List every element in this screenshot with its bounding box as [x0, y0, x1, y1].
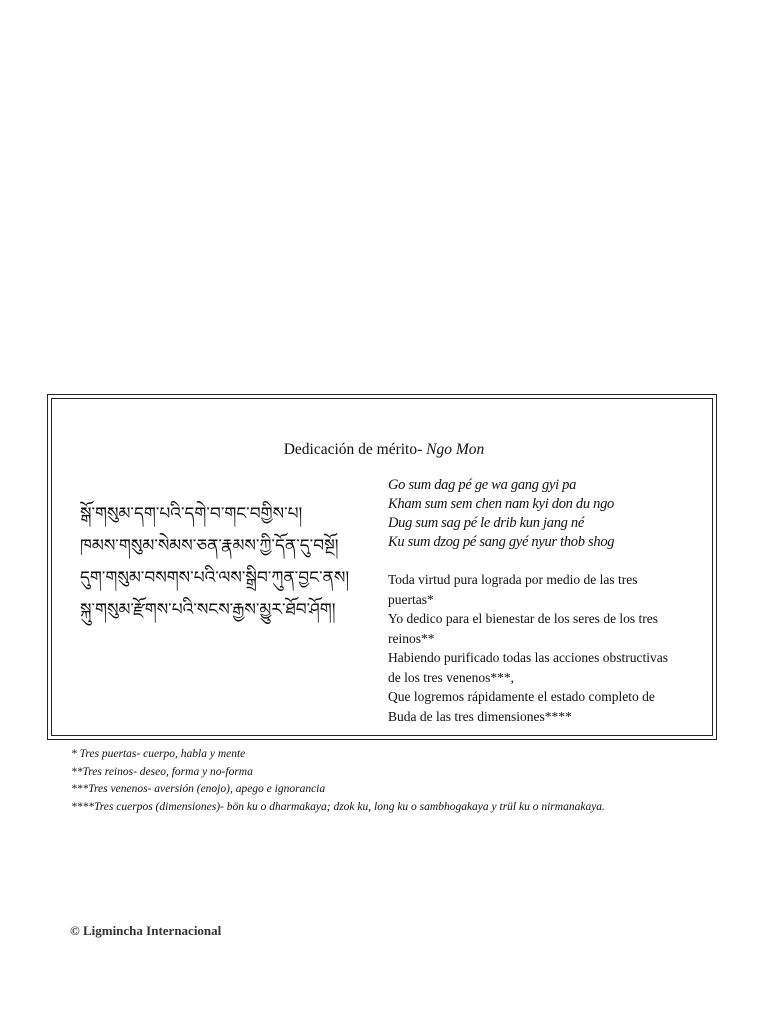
tibetan-line: སྒོ་གསུམ་དག་པའི་དགེ་བ་གང་བགྱིས་པ། — [80, 504, 303, 524]
transliteration — [388, 476, 708, 552]
translation-line: de los tres venenos***, — [388, 669, 514, 685]
dedication-title — [0, 440, 768, 460]
transliteration-line: Dug sum sag pé le drib kun jang né — [388, 515, 585, 531]
footnote: * Tres puertas- cuerpo, habla y mente — [71, 748, 246, 760]
translation-line: Yo dedico para el bienestar de los seres de los tres — [388, 611, 659, 626]
transliteration-line: Go sum dag pé ge wa gang gyi pa — [388, 477, 577, 493]
translation-line: Buda de las tres dimensiones**** — [388, 708, 572, 724]
translation-line: puertas* — [388, 591, 434, 607]
tibetan-line: སྐུ་གསུམ་རྫོགས་པའི་སངས་རྒྱས་མྱུར་ཐོབ་ཤོག། — [80, 600, 336, 620]
copyright-notice: © Ligmincha Internacional — [70, 923, 222, 938]
translation-line: Toda virtud pura lograda por medio de las tres — [388, 572, 638, 587]
title-main: Dedicación de mérito- — [283, 441, 423, 458]
transliteration-line: Kham sum sem chen nam kyi don du ngo — [388, 496, 615, 512]
translation-line: Que logremos rápidamente el estado completo de — [388, 689, 655, 704]
footnote: ***Tres venenos- aversión (enojo), apego e ignorancia — [71, 783, 326, 795]
tibetan-line: དུག་གསུམ་བསགས་པའི་ལས་སྒྲིབ་ཀུན་བྱང་ནས། — [80, 568, 350, 588]
title-italic: Ngo Mon — [426, 441, 485, 458]
spanish-translation — [388, 570, 698, 726]
footnotes — [71, 746, 731, 816]
translation-line: reinos** — [388, 630, 435, 646]
transliteration-line: Ku sum dzog pé sang gyé nyur thob shog — [388, 534, 615, 550]
tibetan-line: ཁམས་གསུམ་སེམས་ཅན་རྣམས་ཀྱི་དོན་དུ་བསྔོ། — [80, 536, 339, 556]
tibetan-prayer — [80, 498, 370, 626]
footnote: **Tres reinos- deseo, forma y no-forma — [71, 765, 253, 778]
translation-line: Habiendo purificado todas las acciones obstructivas — [388, 650, 669, 665]
footnote: ****Tres cuerpos (dimensiones)- bön ku o dharmakaya; dzok ku, long ku o sambhogakaya y trül ku o nirmanakaya. — [71, 800, 605, 813]
